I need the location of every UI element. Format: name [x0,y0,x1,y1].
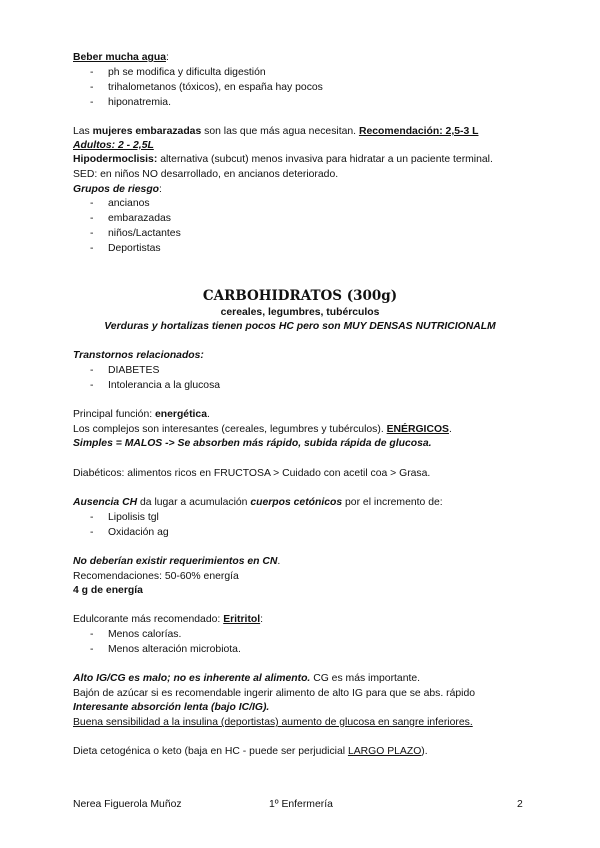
transtornos-line [73,349,204,362]
list-item: - niños/Lactantes [90,228,181,239]
list-item: - Lipolisis tgl [90,512,159,523]
grupos-label: Grupos de riesgo [73,184,160,195]
recomendacion: Recomendación: 2,5-3 L [358,126,479,137]
list-item-text: DIABETES [108,365,160,376]
list-item-text: Menos calorías. [108,629,182,640]
embarazadas-line [73,125,478,138]
recomendaciones-text: Recomendaciones: 50-60% energía [73,571,239,582]
carbohidratos-title: CARBOHIDRATOS (300g) [202,288,398,304]
list-item: - ancianos [90,198,150,209]
sensibilidad-text: Buena sensibilidad a la insulina (deportistas) aumento de glucosa en sangre inferiores. [73,717,473,728]
list-item-text: Intolerancia a la glucosa [108,380,221,391]
energia-text: 4 g de energía [73,585,143,596]
text: da lugar a acumulación [137,497,251,508]
adultos: Adultos: 2 - 2,5L [73,140,154,151]
list-item: - DIABETES [90,365,160,376]
complejos-line [73,423,452,436]
recomendaciones-line [73,570,239,583]
eritritol: Eritritol [223,614,261,625]
sensibilidad-line [73,716,473,729]
text: . [277,556,281,567]
list-item-text: trihalometanos (tóxicos), en españa hay pocos [108,82,323,93]
no-deberian-text: No deberían existir requerimientos en CN [73,556,278,567]
list-item: - hiponatremia. [90,97,171,108]
complejos-bold: ENÉRGICOS [386,424,449,435]
list-item-text: embarazadas [108,213,171,224]
text: . [207,409,210,420]
diabeticos-text: Diabéticos: alimentos ricos en FRUCTOSA > Cuidado con acetil coa > Grasa. [73,468,431,479]
ausencia-line [73,496,443,509]
text: CG es más importante. [310,673,421,684]
text: : [260,614,264,625]
list-item-text: niños/Lactantes [108,228,181,239]
carbohidratos-subtitle2: Verduras y hortalizas tienen pocos HC pero son MUY DENSAS NUTRICIONALM [104,321,496,332]
cuerpos-cetonicos: cuerpos cetónicos [250,497,343,508]
text: por el incremento de: [342,497,443,508]
list-item-text: hiponatremia. [108,97,171,108]
list-item: - Oxidación ag [90,527,169,538]
text: son las que más agua necesitan. [201,126,359,137]
list-item: - Menos calorías. [90,629,182,640]
sed-text: SED: en niños NO desarrollado, en ancianos deteriorado. [73,169,339,180]
hipodermo-line [73,153,493,166]
text: . [448,424,452,435]
alto-ig-bold: Alto IG/CG es malo; no es inherente al alimento. [73,673,311,684]
grupos-line [73,183,162,196]
no-deberian-line [73,555,280,568]
agua-heading-line [73,51,169,64]
energia-line [73,584,143,597]
text: : [159,184,162,195]
adultos-line [73,139,154,152]
list-item: - trihalometanos (tóxicos), en españa hay pocos [90,82,323,93]
carbohidratos-subtitle: cereales, legumbres, tubérculos [220,307,380,318]
alto-ig-line [73,672,420,685]
largo-plazo: LARGO PLAZO [347,746,422,757]
edulcorante-line [73,613,263,626]
footer-page-number: 2 [517,799,523,810]
hipodermo-label: Hipodermoclisis: [73,154,158,165]
list-item-text: ancianos [108,198,150,209]
sed-line [73,168,338,181]
list-item-text: Menos alteración microbiota. [108,644,241,655]
simples-text: Simples = MALOS -> Se absorben más rápido, subida rápida de glucosa. [73,438,432,449]
list-item-text: ph se modifica y dificulta digestión [108,67,266,78]
transtornos-label: Transtornos relacionados: [73,350,204,361]
embarazadas-bold: mujeres embarazadas [92,126,202,137]
list-item: - Intolerancia a la glucosa [90,380,221,391]
list-item-text: Lipolisis tgl [108,512,159,523]
list-item: - Menos alteración microbiota. [90,644,241,655]
absorcion-line [73,701,269,714]
text: Los complejos son interesantes (cereales, legumbres y tubérculos). [73,424,387,435]
ausencia-bold: Ausencia CH [73,497,138,508]
list-item: - ph se modifica y dificulta digestión [90,67,266,78]
hipodermo-text: alternativa (subcut) menos invasiva para hidratar a un paciente terminal. [157,154,493,165]
text: Las [73,126,93,137]
list-item-text: Oxidación ag [108,527,169,538]
list-item: - embarazadas [90,213,171,224]
text: Principal función: [73,409,156,420]
dieta-line [73,745,428,758]
footer-author: Nerea Figuerola Muñoz [73,799,182,810]
text: Edulcorante más recomendado: [73,614,224,625]
list-item: - Deportistas [90,243,161,254]
bajon-line [73,687,475,700]
simples-line [73,437,432,450]
absorcion-text: Interesante absorción lenta (bajo IC/IG). [73,702,270,713]
text: ). [421,746,428,757]
text: Dieta cetogénica o keto (baja en HC - puede ser perjudicial [73,746,348,757]
bajon-text: Bajón de azúcar si es recomendable ingerir alimento de alto IG para que se abs. rápido [73,688,476,699]
funcion-bold: energética [155,409,207,420]
diabeticos-line [73,467,430,480]
list-item-text: Deportistas [108,243,161,254]
footer-course: 1º Enfermería [269,799,333,810]
agua-heading-colon: : [165,52,169,63]
agua-heading: Beber mucha agua [73,52,166,63]
funcion-line [73,408,210,421]
